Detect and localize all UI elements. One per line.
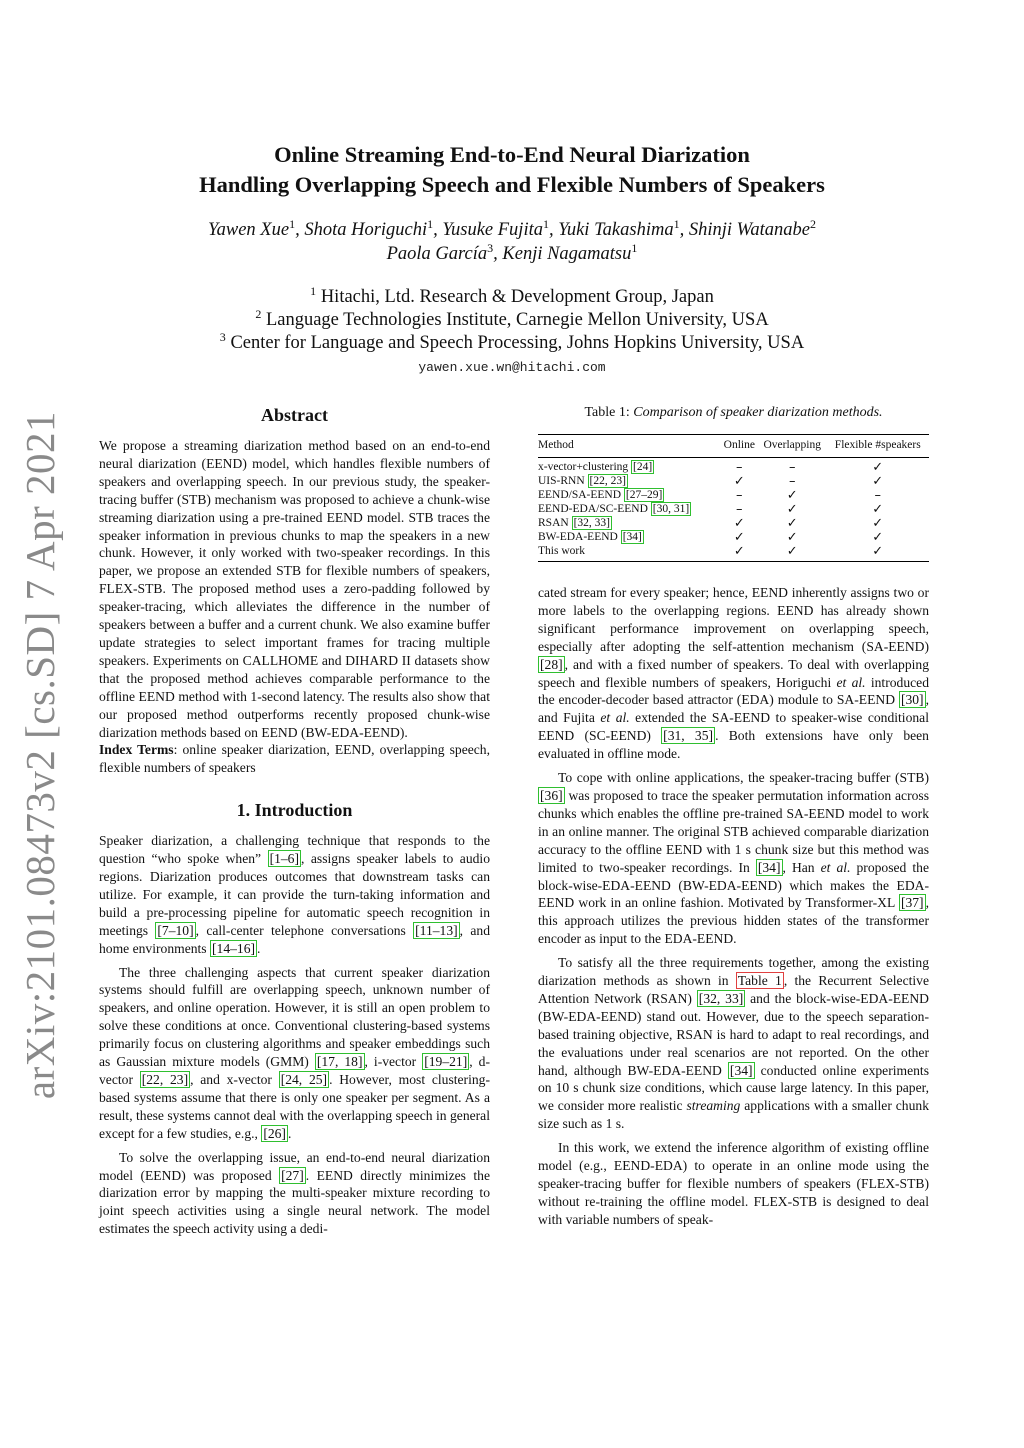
affil-text: Language Technologies Institute, Carnegie Mellon University, USA [265, 310, 769, 330]
method-name: BW-EDA-EEND [538, 531, 621, 543]
table-row [538, 531, 929, 545]
author-name: Yuki Takashima [558, 220, 674, 240]
flex-cell: ✓ [872, 474, 884, 489]
intro-paragraph-2: The three challenging aspects that current speaker diarization systems should fulfill are overlapping speech, unknown number of speakers, and online operation. However, it is still an open problem to solve these conditions at once. Conventional clustering-based systems primarily focus on clustering algorithms and speaker embeddings such as Gaussian mixture models (GMM) [17, 18] , i-vector [19–21] , d-vector [22, 23] , and x-vector [24, 25] . However, most clustering-based systems assume that there is only one speaker per segment. As a result, these systems cannot deal with the overlapping speech in general except for a few studies, e.g., [26] . [99, 964, 490, 1141]
table-row [538, 458, 929, 475]
body-paragraph-1: cated stream for every speaker; hence, EEND inherently assigns two or more labels to the overlapping regions. EEND has already shown significant performance improvement on overlapping speech, especially after adopting the self-attention mechanism (SA-EEND) [28] , and with a fixed number of speakers. To deal with overlapping speech and flexible numbers of speakers, Horiguchi et al. introduced the encoder-decoder based attractor (EDA) module to SA-EEND [30] , and Fujita et al. extended the SA-EEND to speaker-wise conditional EEND (SC-EEND) [31, 35] . Both extensions have only been evaluated in offline mode. [538, 585, 929, 762]
overlap-cell: ✓ [758, 545, 827, 562]
overlap-cell: – [788, 474, 796, 489]
method-name: UIS-RNN [538, 475, 588, 487]
affil-mark: 1 [427, 216, 434, 231]
index-terms [99, 741, 490, 777]
citation-link[interactable]: [22, 23] [141, 1072, 189, 1087]
arxiv-identifier: arXiv:2101.08473v2 [cs.SD] 7 Apr 2021 [17, 410, 63, 1100]
citation-link[interactable]: [36] [540, 787, 563, 803]
abstract-heading: Abstract [261, 405, 328, 425]
column-header: Method [538, 435, 721, 458]
online-cell: ✓ [733, 516, 745, 531]
online-cell: ✓ [721, 545, 758, 562]
affil-mark: 2 [809, 216, 816, 231]
citation-link[interactable]: [22, 23] [589, 475, 626, 487]
citation-link[interactable]: [28] [540, 656, 563, 672]
comparison-table [538, 404, 929, 562]
citation-link[interactable]: [34] [622, 531, 642, 543]
citation-link[interactable]: [24, 25] [280, 1072, 328, 1087]
paper-title [0, 140, 1024, 200]
flex-cell: ✓ [872, 530, 884, 545]
intro-paragraph-3: To solve the overlapping issue, an end-to-end neural diarization model (EEND) was proposed [27] . EEND directly minimizes the diarization error by mapping the multi-speaker mixture recording to joint speech activities using a single neural network. The model estimates the speech activity using a dedi- [99, 1149, 490, 1237]
affil-text: Hitachi, Ltd. Research & Development Group, Japan [320, 287, 714, 307]
citation-link[interactable]: [26] [263, 1125, 286, 1141]
citation-link[interactable]: [27] [281, 1167, 304, 1183]
overlap-cell: – [788, 460, 796, 475]
methods-table [538, 434, 929, 562]
affil-number: 1 [310, 283, 317, 298]
title-line-1: Online Streaming End-to-End Neural Diarization [274, 142, 750, 167]
affil-number: 2 [255, 306, 262, 321]
flex-cell: ✓ [872, 516, 884, 531]
column-header: Online [721, 435, 758, 458]
author-name: Shota Horiguchi [304, 220, 428, 240]
affil-mark: 3 [487, 240, 494, 255]
citation-link[interactable]: [30, 31] [652, 503, 690, 515]
author-name: Shinji Watanabe [688, 220, 810, 240]
arxiv-sidebar [17, 410, 63, 1100]
citation-link[interactable]: [14–16] [212, 940, 256, 956]
affiliation-3 [0, 329, 1024, 355]
online-cell: – [736, 488, 743, 503]
title-line-2: Handling Overlapping Speech and Flexible Numbers of Speakers [199, 172, 825, 197]
table-row [538, 517, 929, 531]
table-header-row [538, 435, 929, 458]
citation-link[interactable]: [31, 35] [663, 728, 714, 744]
body-paragraph-3: To satisfy all the three requirements together, among the existing diarization methods as shown in Table 1 , the Recurrent Selective Attention Network (RSAN) [32, 33] and the block-wise-EDA-EEND (BW-EDA-EEND) stand out. However, due to the speech separation-based training objective, RSAN is hard to adapt to real recordings, and the evaluations under real scenarios are not reported. On the other hand, although BW-EDA-EEND [34] conducted online experiments on 10 s chunk size conditions, which cause large latency. In this paper, we consider more realistic streaming applications with a smaller chunk size such as 1 s. [538, 955, 929, 1132]
citation-link[interactable]: [7–10] [157, 922, 194, 938]
affil-mark: 1 [631, 240, 638, 255]
online-cell: – [736, 460, 743, 475]
citation-link[interactable]: [32, 33] [573, 517, 610, 529]
citation-link[interactable]: [27–29] [625, 489, 663, 501]
affiliation-2 [0, 306, 1024, 332]
flex-cell: ✓ [872, 502, 884, 517]
abstract-body: We propose a streaming diarization method based on an end-to-end neural diarization (EEND) model, which handles flexible numbers of speakers and overlapping speech. In our previous study, the speaker-tracing buffer (STB) mechanism was proposed to achieve a chunk-wise streaming diarization using a pre-trained EEND model. STB traces the speaker information in previous chunks to map the speakers in a new chunk. However, it only worked with two-speaker recordings. In this paper, we propose an extended STB for flexible numbers of speakers, FLEX-STB. The proposed method uses a zero-padding followed by speaker-tracing, which alleviates the difference in the number of speakers between a buffer and a current chunk. We also examine buffer update strategies to select important frames for tracing multiple speakers. Experiments on CALLHOME and DIHARD II datasets show that the proposed method achieves comparable performance to the offline EEND method with 1-second latency. The results also show that our proposed method outperforms recently proposed chunk-wise diarization methods based on EEND (BW-EDA-EEND). [99, 438, 490, 740]
online-cell: – [736, 502, 743, 517]
citation-link[interactable]: [19–21] [424, 1054, 468, 1070]
column-header: Flexible #speakers [827, 435, 929, 458]
overlap-cell: ✓ [786, 502, 798, 517]
method-name: This work [538, 545, 585, 557]
affil-mark: 1 [289, 216, 296, 231]
table-caption: Table 1: Comparison of speaker diarization methods. [584, 405, 883, 420]
overlap-cell: ✓ [786, 488, 798, 503]
intro-paragraph-1: Speaker diarization, a challenging technique that responds to the question “who spoke when” [1–6] , assigns speaker labels to audio regions. Diarization produces outcomes that downstream tasks can utilize. For example, it can provide the turn-taking information and build a pre-processing pipeline for automatic speech recognition in meetings [7–10] , call-center telephone conversations [11–13] , and home environments [14–16] . [99, 833, 490, 956]
method-name: EEND-EDA/SC-EEND [538, 503, 651, 515]
table-row [538, 503, 929, 517]
affiliation-1 [0, 283, 1024, 309]
citation-link[interactable]: [34] [729, 1062, 753, 1078]
flex-cell: ✓ [827, 545, 929, 562]
author-line-1: Yawen Xue$^1$, Shota Horiguchi$^1$, Yusuke Fujita$^1$, Yuki Takashima$^1$, Shinji Watanabe$^2$ [208, 216, 816, 240]
affiliations [0, 283, 1024, 355]
citation-link[interactable]: [32, 33] [698, 990, 744, 1006]
index-terms-label: Index Terms [99, 742, 174, 758]
table-row [538, 475, 929, 489]
method-name: RSAN [538, 517, 572, 529]
affil-text: Center for Language and Speech Processing, Johns Hopkins University, USA [230, 333, 805, 353]
author-line-2: Paola García$^3$, Kenji Nagamatsu$^1$ [386, 240, 638, 264]
author-name: Yawen Xue [208, 220, 290, 240]
method-name: x-vector+clustering [538, 461, 632, 473]
table-row [538, 489, 929, 503]
overlap-cell: ✓ [786, 516, 798, 531]
index-terms-text: : online speaker diarization, EEND, overlapping speech, flexible numbers of speakers [99, 742, 490, 776]
online-cell: ✓ [733, 474, 745, 489]
author-list [0, 218, 1024, 266]
citation-link[interactable]: [24] [633, 461, 653, 473]
online-cell: ✓ [733, 530, 745, 545]
affil-mark: 1 [673, 216, 680, 231]
affil-mark: 1 [542, 216, 549, 231]
right-column [538, 404, 929, 1229]
left-column [99, 404, 490, 1238]
citation-link[interactable]: [37] [900, 895, 924, 911]
overlap-cell: ✓ [786, 530, 798, 545]
intro-heading: 1. Introduction [236, 800, 353, 821]
author-name: Yusuke Fujita [442, 220, 543, 240]
citation-link[interactable]: [11–13] [415, 922, 458, 938]
body-paragraph-4: In this work, we extend the inference algorithm of existing offline model (e.g., EEND-EDA) to operate in an online mode using the speaker-tracing buffer for flexible numbers of speakers (FLEX-STB) without re-training the offline model. FLEX-STB is designed to deal with variable numbers of speak- [538, 1140, 929, 1227]
citation-link[interactable]: [30] [900, 692, 924, 708]
author-name: Kenji Nagamatsu [502, 244, 632, 264]
affil-number: 3 [219, 329, 226, 344]
citation-link[interactable]: [17, 18] [316, 1054, 363, 1070]
method-name: EEND/SA-EEND [538, 489, 624, 501]
flex-cell: – [874, 488, 881, 503]
table-link[interactable]: Table 1 [737, 973, 782, 989]
table-row [538, 545, 929, 562]
flex-cell: ✓ [872, 460, 884, 475]
body-paragraph-2: To cope with online applications, the speaker-tracing buffer (STB) [36] was proposed to trace the speaker permutation information across chunks which enables the offline pre-trained SA-EEND model to work in an online manner. The original STB achieved comparable diarization accuracy to the offline EEND with 1 s chunk size but this method was limited to two-speaker recordings. In [34] , Han et al. proposed the block-wise-EDA-EEND (BW-EDA-EEND) which makes the EDA-EEND work in an online fashion. Motivated by Transformer-XL [37] , this approach utilizes the previous hidden states of the transformer encoder as input to the EDA-EEND. [538, 770, 929, 947]
citation-link[interactable]: [1–6] [269, 851, 300, 867]
contact-email[interactable]: yawen.xue.wn@hitachi.com [418, 360, 606, 375]
author-name: Paola García [386, 244, 488, 264]
column-header: Overlapping [758, 435, 827, 458]
citation-link[interactable]: [34] [757, 859, 781, 875]
